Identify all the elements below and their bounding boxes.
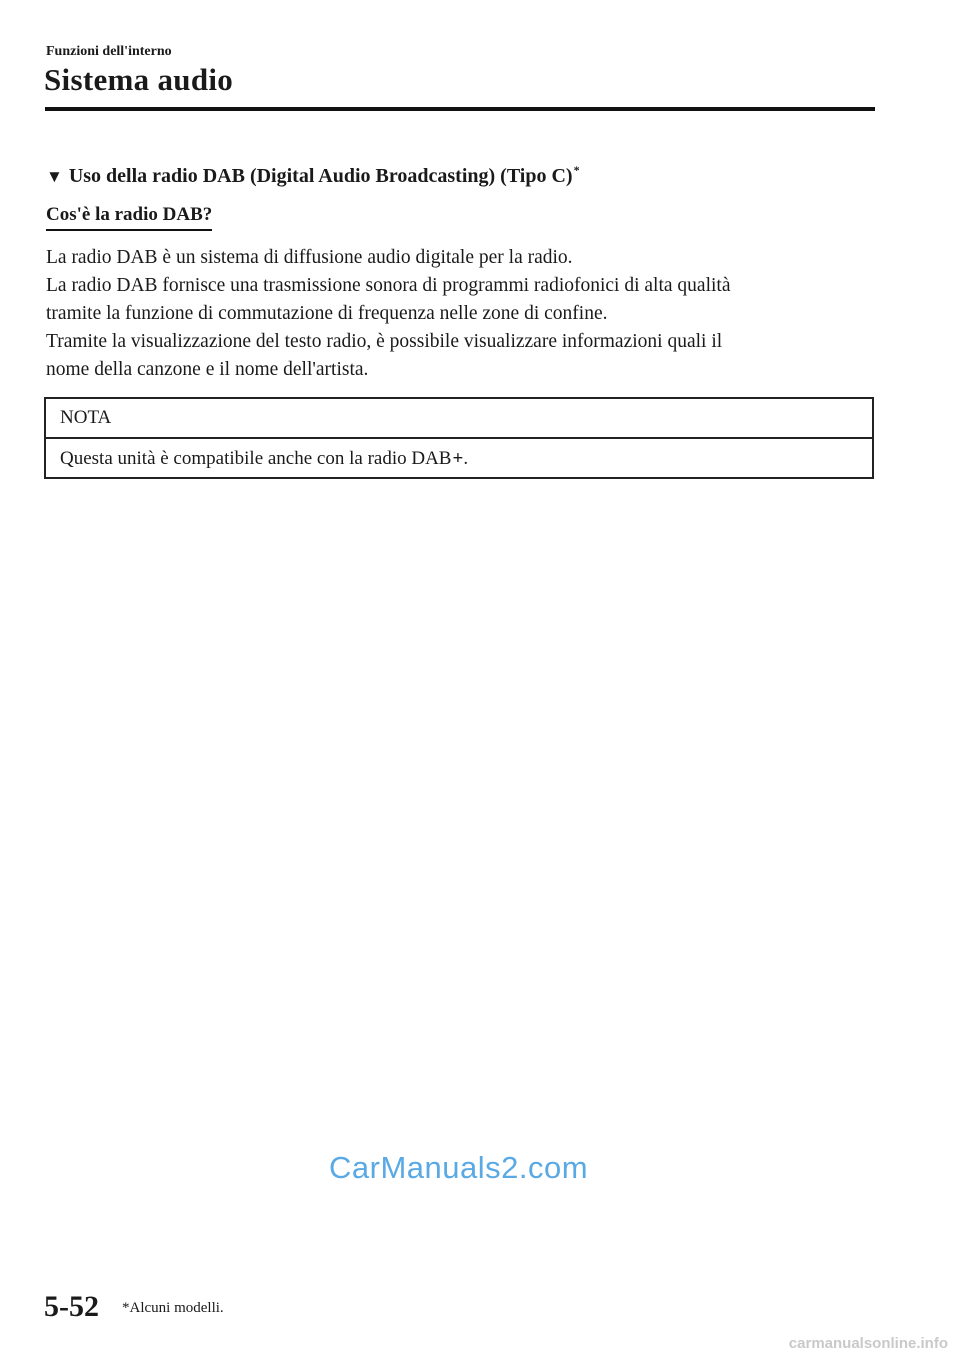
triangle-marker-icon: ▼ bbox=[46, 167, 63, 186]
body-line: La radio DAB è un sistema di diffusione audio digitale per la radio. bbox=[46, 247, 573, 268]
body-line: La radio DAB fornisce una trasmissione sonora di programmi radiofonici di alta qualità bbox=[46, 275, 731, 296]
note-body bbox=[46, 439, 872, 477]
header-rule bbox=[45, 107, 875, 111]
body-line: nome della canzone e il nome dell'artista. bbox=[46, 359, 369, 380]
footnote: *Alcuni modelli. bbox=[122, 1300, 224, 1316]
note-label: NOTA bbox=[46, 399, 872, 439]
chapter-title: Funzioni dell'interno bbox=[46, 44, 172, 59]
note-text: Questa unità è compatibile anche con la radio DAB bbox=[60, 448, 452, 469]
site-watermark: carmanualsonline.info bbox=[788, 1335, 948, 1352]
topic-heading bbox=[46, 163, 580, 188]
page-number: 5-52 bbox=[44, 1290, 99, 1323]
note-box bbox=[44, 397, 874, 479]
topic-title: Uso della radio DAB (Digital Audio Broadcasting) (Tipo C) bbox=[68, 165, 573, 187]
subtopic-heading: Cos'è la radio DAB? bbox=[46, 204, 212, 231]
dab-plus-icon: + bbox=[452, 448, 464, 469]
body-line: tramite la funzione di commutazione di frequenza nelle zone di confine. bbox=[46, 303, 608, 324]
body-line: Tramite la visualizzazione del testo radio, è possibile visualizzare informazioni quali il bbox=[46, 331, 723, 352]
body-text bbox=[46, 244, 876, 384]
footnote-asterisk: * bbox=[573, 163, 580, 177]
watermark: CarManuals2.com bbox=[329, 1150, 589, 1185]
section-title: Sistema audio bbox=[44, 62, 234, 97]
note-end: . bbox=[463, 448, 469, 469]
